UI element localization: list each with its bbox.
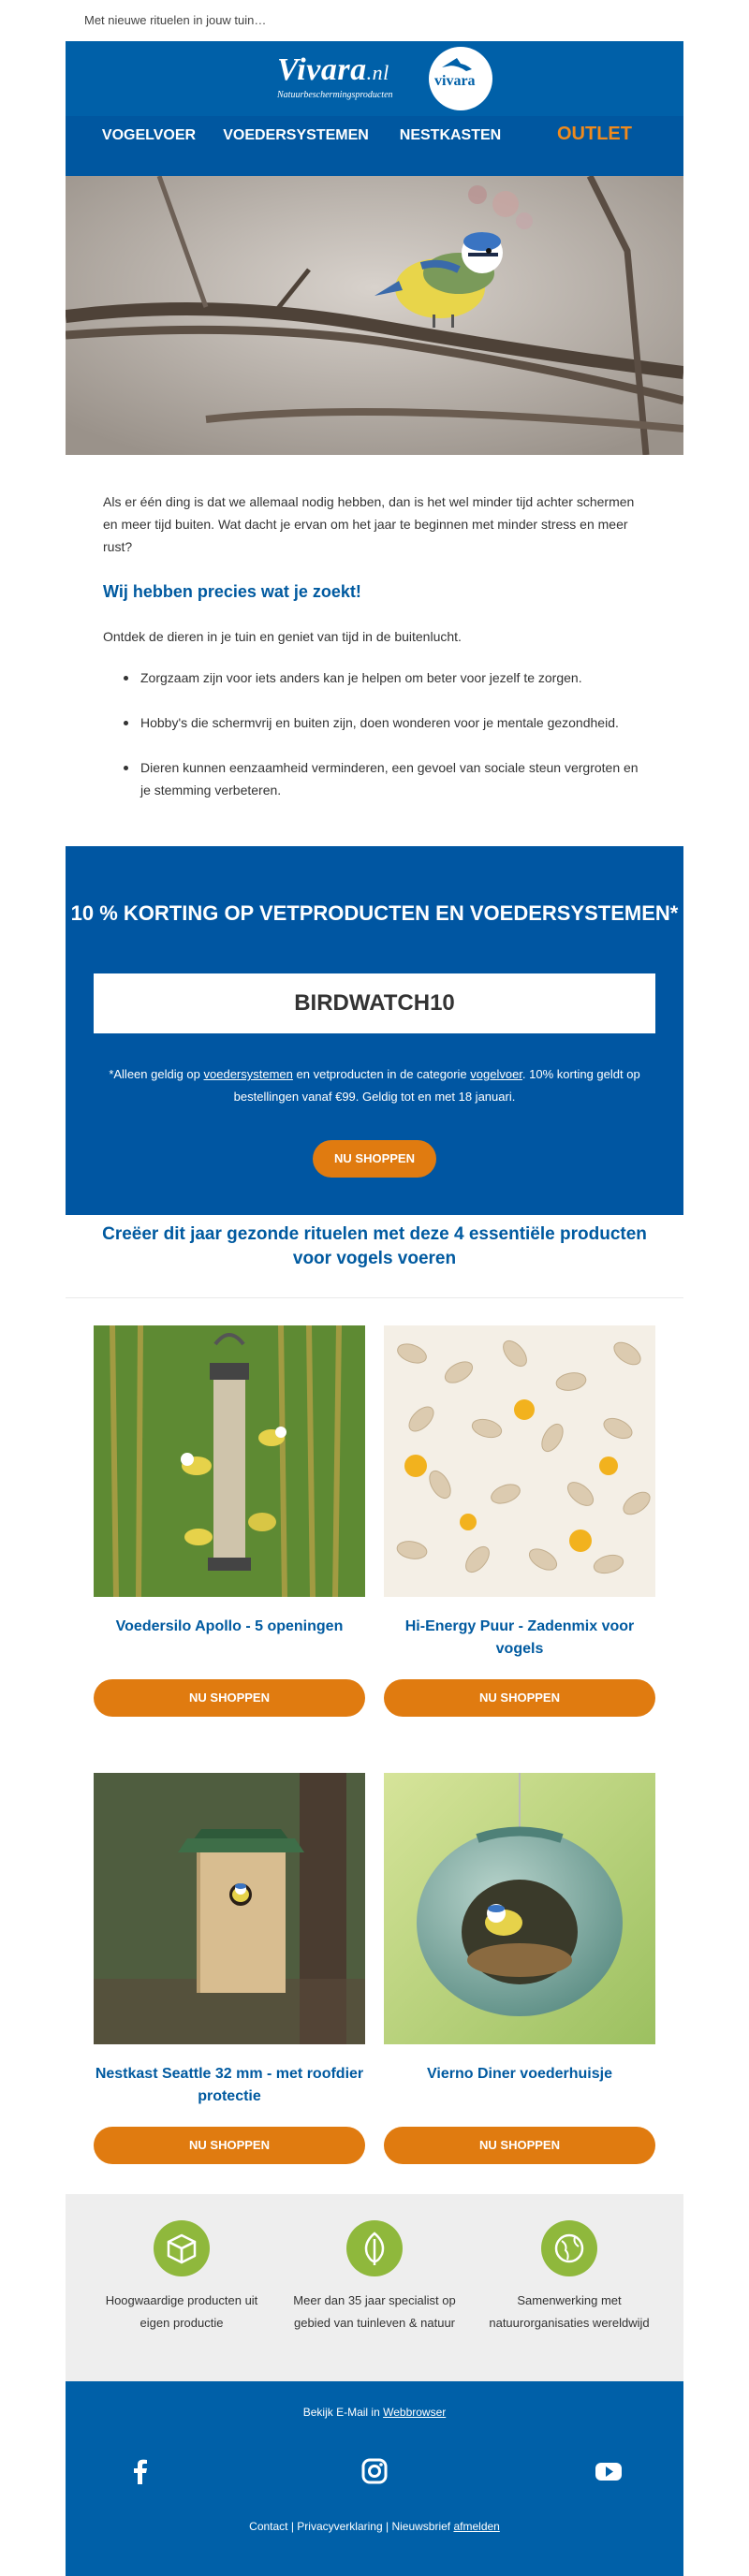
product-image-vierno[interactable] xyxy=(384,1773,655,2044)
product-image-hi-energy[interactable] xyxy=(384,1325,655,1597)
box-icon xyxy=(154,2220,210,2276)
link-voedersystemen[interactable]: voedersystemen xyxy=(203,1067,293,1081)
products-title: Creëer dit jaar gezonde rituelen met deze 4 essentiële producten voor vogels voeren xyxy=(102,1224,647,1268)
promo-terms-prefix: *Alleen geldig op xyxy=(109,1067,204,1081)
intro-subtext: Ontdek de dieren in je tuin en geniet van tijd in de buitenlucht. xyxy=(103,629,462,644)
usp-text-specialist: Meer dan 35 jaar specialist op gebied van tuinleven & natuur xyxy=(293,2293,456,2330)
product-shop-button-vierno[interactable]: NU SHOPPEN xyxy=(384,2127,655,2164)
nav-item-outlet[interactable]: OUTLET xyxy=(557,124,632,144)
promo-shop-button[interactable]: NU SHOPPEN xyxy=(313,1140,436,1178)
seed-mix-photo xyxy=(384,1325,655,1597)
product-name-vierno[interactable]: Vierno Diner voederhuisje xyxy=(427,2066,612,2082)
brand-name: Vivara xyxy=(277,52,367,87)
nav-item-vogelvoer[interactable]: VOGELVOER xyxy=(101,127,197,143)
promo-terms-suffix: . 10% korting geldt op bestellingen vanaf €99. Geldig tot en met 18 januari. xyxy=(233,1067,640,1104)
globe-icon xyxy=(541,2220,597,2276)
footer-links-text[interactable]: Contact | Privacyverklaring | Nieuwsbrief xyxy=(249,2520,454,2533)
brand-logo[interactable] xyxy=(277,52,389,88)
webbrowser-link[interactable]: Webbrowser xyxy=(383,2406,447,2419)
link-vogelvoer[interactable]: vogelvoer xyxy=(470,1067,522,1081)
intro-paragraph: Als er één ding is dat we allemaal nodig hebben, dan is het wel minder tijd achter schermen en meer tijd buiten. Wat dacht je ervan om het jaar te beginnen met minder stress en meer rust? xyxy=(103,494,635,554)
nav-item-nestkasten[interactable]: NESTKASTEN xyxy=(399,127,502,143)
product-image-nestkast[interactable] xyxy=(94,1773,365,2044)
blue-tit-photo xyxy=(66,176,683,455)
product-shop-button-hi-energy[interactable]: NU SHOPPEN xyxy=(384,1679,655,1717)
youtube-icon[interactable] xyxy=(590,2452,627,2490)
usp-strip xyxy=(66,2194,683,2381)
usp-text-partners: Samenwerking met natuurorganisaties wereldwijd xyxy=(489,2293,650,2330)
product-name-voedersilo[interactable]: Voedersilo Apollo - 5 openingen xyxy=(115,1618,344,1634)
promo-terms-mid: en vetproducten in de categorie xyxy=(292,1067,471,1081)
view-in-browser xyxy=(66,2406,683,2419)
facebook-icon[interactable] xyxy=(122,2452,159,2490)
silo-feeder-photo xyxy=(94,1325,365,1597)
product-name-nestkast[interactable]: Nestkast Seattle 32 mm - met roofdier protectie xyxy=(95,2066,364,2104)
product-shop-button-voedersilo[interactable]: NU SHOPPEN xyxy=(94,1679,365,1717)
usp-text-production: Hoogwaardige producten uit eigen productie xyxy=(105,2293,258,2330)
promo-title: 10 % KORTING OP VETPRODUCTEN EN VOEDERSYSTEMEN* xyxy=(70,901,679,925)
unsubscribe-link[interactable]: afmelden xyxy=(453,2520,500,2533)
promo-terms xyxy=(103,1063,646,1108)
brand-tld: .nl xyxy=(366,61,389,84)
instagram-icon[interactable] xyxy=(356,2452,393,2490)
list-item: Hobby's die schermvrij en buiten zijn, doen wonderen voor je mentale gezondheid. xyxy=(140,711,646,734)
divider xyxy=(66,1297,683,1298)
footer-links xyxy=(66,2520,683,2533)
product-image-voedersilo[interactable] xyxy=(94,1325,365,1597)
email-header xyxy=(66,41,683,116)
intro-heading xyxy=(103,582,361,602)
email-footer xyxy=(66,2381,683,2576)
view-in-browser-label: Bekijk E-Mail in xyxy=(302,2406,384,2419)
hero-image[interactable] xyxy=(66,176,683,455)
brand-tagline: Natuurbeschermingsproducten xyxy=(277,90,393,100)
nest-box-photo xyxy=(94,1773,365,2044)
discount-code: BIRDWATCH10 xyxy=(94,973,655,1033)
main-nav xyxy=(66,116,683,176)
product-name-hi-energy[interactable]: Hi-Energy Puur - Zadenmix voor vogels xyxy=(404,1618,635,1657)
list-item: Dieren kunnen eenzaamheid verminderen, een gevoel van sociale steun vergroten en je stemming verbeteren. xyxy=(140,756,646,801)
list-item: Zorgzaam zijn voor iets anders kan je helpen om beter voor jezelf te zorgen. xyxy=(140,666,646,689)
brand-badge-text: vivara xyxy=(434,73,476,89)
preheader-text: Met nieuwe rituelen in jouw tuin… xyxy=(84,13,267,27)
promo-block xyxy=(66,846,683,1215)
hanging-feeder-photo xyxy=(384,1773,655,2044)
nav-item-voedersystemen[interactable]: VOEDERSYSTEMEN xyxy=(223,127,369,143)
leaf-icon xyxy=(346,2220,403,2276)
product-shop-button-nestkast[interactable]: NU SHOPPEN xyxy=(94,2127,365,2164)
intro-heading-text: Wij hebben precies wat je zoekt! xyxy=(103,582,361,601)
